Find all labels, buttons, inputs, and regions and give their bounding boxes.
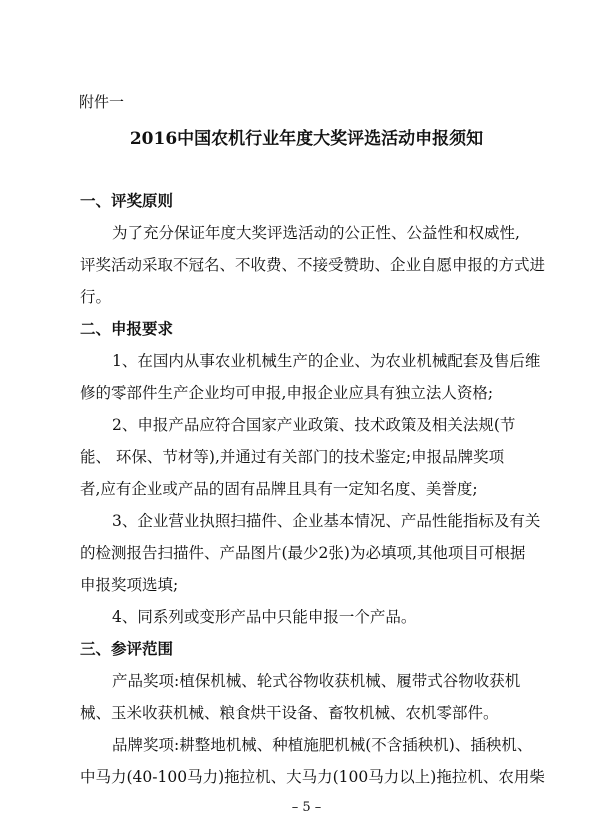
paragraph-line: 品牌奖项:耕整地机械、种植施肥机械(不含插秧机)、插秧机、 <box>112 736 533 754</box>
paragraph-line: 2、申报产品应符合国家产业政策、技术政策及相关法规(节 <box>112 416 516 434</box>
paragraph-line: 4、同系列或变形产品中只能申报一个产品。 <box>112 608 417 626</box>
paragraph-line: 为了充分保证年度大奖评选活动的公正性、公益性和权威性, <box>112 224 520 242</box>
paragraph-line: 械、玉米收获机械、粮食烘干设备、畜牧机械、农机零部件。 <box>80 704 499 722</box>
paragraph-line: 行。 <box>80 288 112 306</box>
page-number: – 5 – <box>291 800 322 815</box>
paragraph-line: 的检测报告扫描件、产品图片(最少2张)为必填项,其他项目可根据 <box>80 544 526 562</box>
paragraph-line: 3、企业营业执照扫描件、企业基本情况、产品性能指标及有关 <box>112 512 541 530</box>
paragraph-line: 产品奖项:植保机械、轮式谷物收获机械、履带式谷物收获机 <box>112 672 521 690</box>
attachment-label: 附件一 <box>79 93 125 111</box>
paragraph-line: 1、在国内从事农业机械生产的企业、为农业机械配套及售后维 <box>112 352 541 370</box>
paragraph-line: 中马力(40-100马力)拖拉机、大马力(100马力以上)拖拉机、农用柴 <box>80 768 545 786</box>
paragraph-line: 评奖活动采取不冠名、不收费、不接受赞助、企业自愿申报的方式进 <box>80 256 546 274</box>
document-title: 2016中国农机行业年度大奖评选活动申报须知 <box>129 129 484 149</box>
section-heading-principles: 一、评奖原则 <box>80 191 174 210</box>
section-heading-scope: 三、参评范围 <box>80 639 174 658</box>
paragraph-line: 者,应有企业或产品的固有品牌且具有一定知名度、美誉度; <box>80 480 478 498</box>
paragraph-line: 申报奖项选填; <box>80 576 179 594</box>
paragraph-line: 修的零部件生产企业均可申报,申报企业应具有独立法人资格; <box>80 384 494 402</box>
paragraph-line: 能、 环保、节材等),并通过有关部门的技术鉴定;申报品牌奖项 <box>80 448 505 466</box>
section-heading-requirements: 二、申报要求 <box>80 319 174 338</box>
